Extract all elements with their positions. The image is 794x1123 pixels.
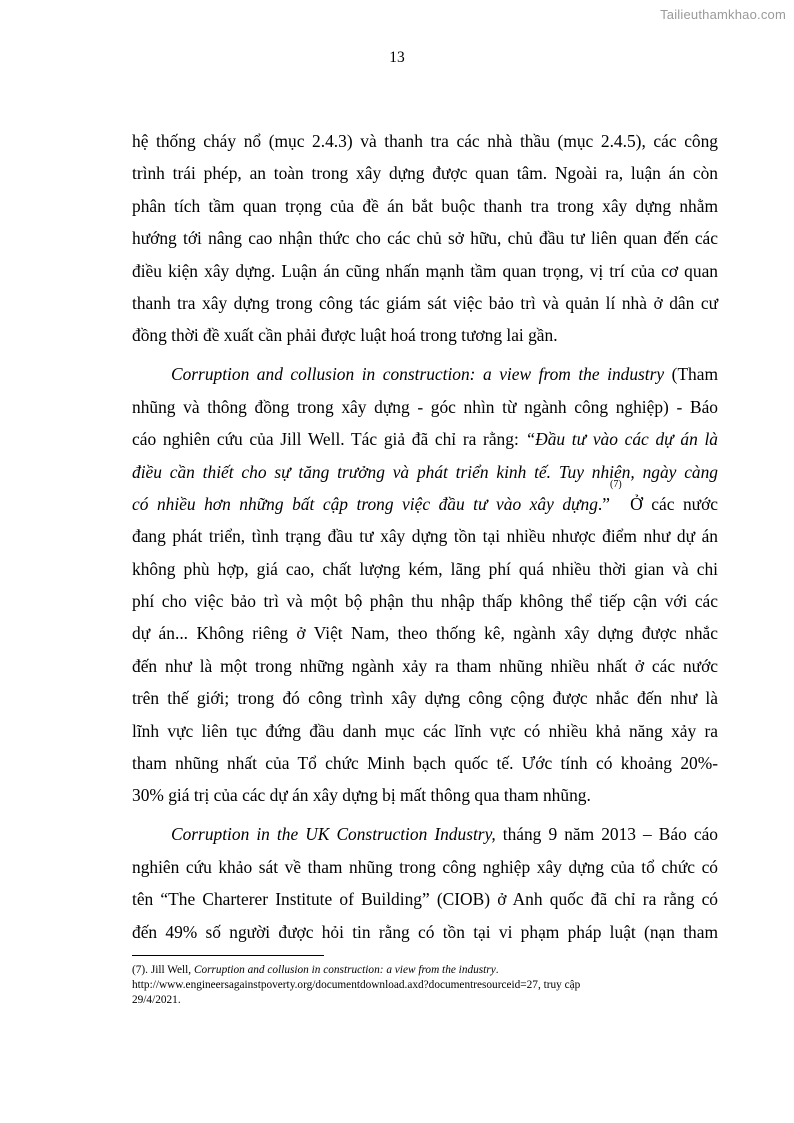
body-text xyxy=(132,125,718,948)
text-line: Corruption and collusion in construction: a view from the industry (Tham xyxy=(171,364,719,385)
report-title: Corruption and collusion in construction: a view from the industry xyxy=(171,364,665,385)
quote-text: “Đầu tư vào các dự án là xyxy=(525,429,718,450)
paragraph xyxy=(132,125,718,352)
text-line: Corruption in the UK Construction Industry, tháng 9 năm 2013 – Báo cáo xyxy=(171,824,718,845)
footnote-line: (7). Jill Well, Corruption and collusion in construction: a view from the industry. xyxy=(132,964,499,976)
text-line: không phù hợp, giá cao, chất lượng kém, lãng phí quá nhiều thời gian và chi xyxy=(132,558,718,579)
text-line: trên thế giới; trong đó công trình xây dựng công cộng được nhắc đến như là xyxy=(132,688,718,709)
text-line: trình trái phép, an toàn trong xây dựng được quan tâm. Ngoài ra, luận án còn xyxy=(132,163,718,184)
quote-text: có nhiều hơn những bất cập trong việc đầu tư vào xây dựng xyxy=(132,493,598,514)
text-line: đồng thời đề xuất cần phải được luật hoá trong tương lai gần. xyxy=(132,325,558,346)
text-line: hướng tới nâng cao nhận thức cho các chủ sở hữu, chủ đầu tư liên quan đến các xyxy=(132,228,718,249)
report-title: Corruption in the UK Construction Industry, xyxy=(171,824,496,845)
quote-text: điều cần thiết cho sự tăng trưởng và phát triển kinh tế. Tuy nhiên, ngày càng xyxy=(132,461,718,482)
footnote-separator xyxy=(132,955,324,956)
footnote-ref: (7) xyxy=(609,478,622,490)
footnote xyxy=(132,963,722,1009)
text-line: 30% giá trị của các dự án xây dựng bị mất thông qua tham nhũng. xyxy=(132,785,591,806)
text-line: có nhiều hơn những bất cập trong việc đầu tư vào xây dựng.”$^{(7)}$ Ở các nước xyxy=(132,478,718,514)
text-line: thanh tra xây dựng trong công tác giám sát việc bảo trì và quản lí nhà ở dân cư xyxy=(132,292,718,313)
footnote-link[interactable]: http://www.engineersagainstpoverty.org/documentdownload.axd?documentresourceid=27, truy cập xyxy=(132,979,581,992)
text-line: điều kiện xây dựng. Luận án cũng nhấn mạnh tầm quan trọng, vị trí của cơ quan xyxy=(132,260,718,281)
footnote-line: 29/4/2021. xyxy=(132,994,181,1007)
text-line: đang phát triển, tình trạng đầu tư xây dựng tồn tại nhiều nhược điểm như dự án xyxy=(132,526,718,547)
text-line: nghiên cứu khảo sát về tham nhũng trong công nghiệp xây dựng của tổ chức có xyxy=(132,856,718,877)
page-number: 13 xyxy=(389,49,405,66)
watermark: Tailieuthamkhao.com xyxy=(660,7,786,22)
text-line: phân tích tầm quan trọng của đề án bắt buộc thanh tra trong xây dựng nhằm xyxy=(132,195,718,216)
text-line: cáo nghiên cứu của Jill Well. Tác giả đã chỉ ra rằng: “Đầu tư vào các dự án là xyxy=(132,429,718,450)
text-line xyxy=(132,456,718,488)
text-line: tham nhũng nhất của Tổ chức Minh bạch quốc tế. Ước tính có khoảng 20%- xyxy=(132,753,718,774)
text-line: dự án... Không riêng ở Việt Nam, theo thống kê, ngành xây dựng được nhắc xyxy=(132,623,718,644)
text-line: đến như là một trong những ngành xảy ra tham nhũng nhiều nhất ở các nước xyxy=(132,655,718,676)
text-line: đến 49% số người được hỏi tin rằng có tồn tại vi phạm pháp luật (nạn tham xyxy=(132,921,718,942)
text-line: tên “The Charterer Institute of Building” (CIOB) ở Anh quốc đã chỉ ra rằng có xyxy=(132,889,718,910)
text-line: lĩnh vực liên tục đứng đầu danh mục các lĩnh vực có nhiều khả năng xảy ra xyxy=(132,720,718,741)
paragraph xyxy=(132,358,718,811)
footnote-title: Corruption and collusion in construction: a view from the industry xyxy=(193,964,496,976)
text-line: nhũng và thông đồng trong xây dựng - góc nhìn từ ngành công nghiệp) - Báo xyxy=(132,396,718,417)
text-line: phí cho việc bảo trì và một bộ phận thu nhập thấp không thể tiếp cận với các xyxy=(132,591,718,612)
paragraph xyxy=(132,818,718,948)
text-line: hệ thống cháy nổ (mục 2.4.3) và thanh tra các nhà thầu (mục 2.4.5), các công xyxy=(132,131,718,151)
